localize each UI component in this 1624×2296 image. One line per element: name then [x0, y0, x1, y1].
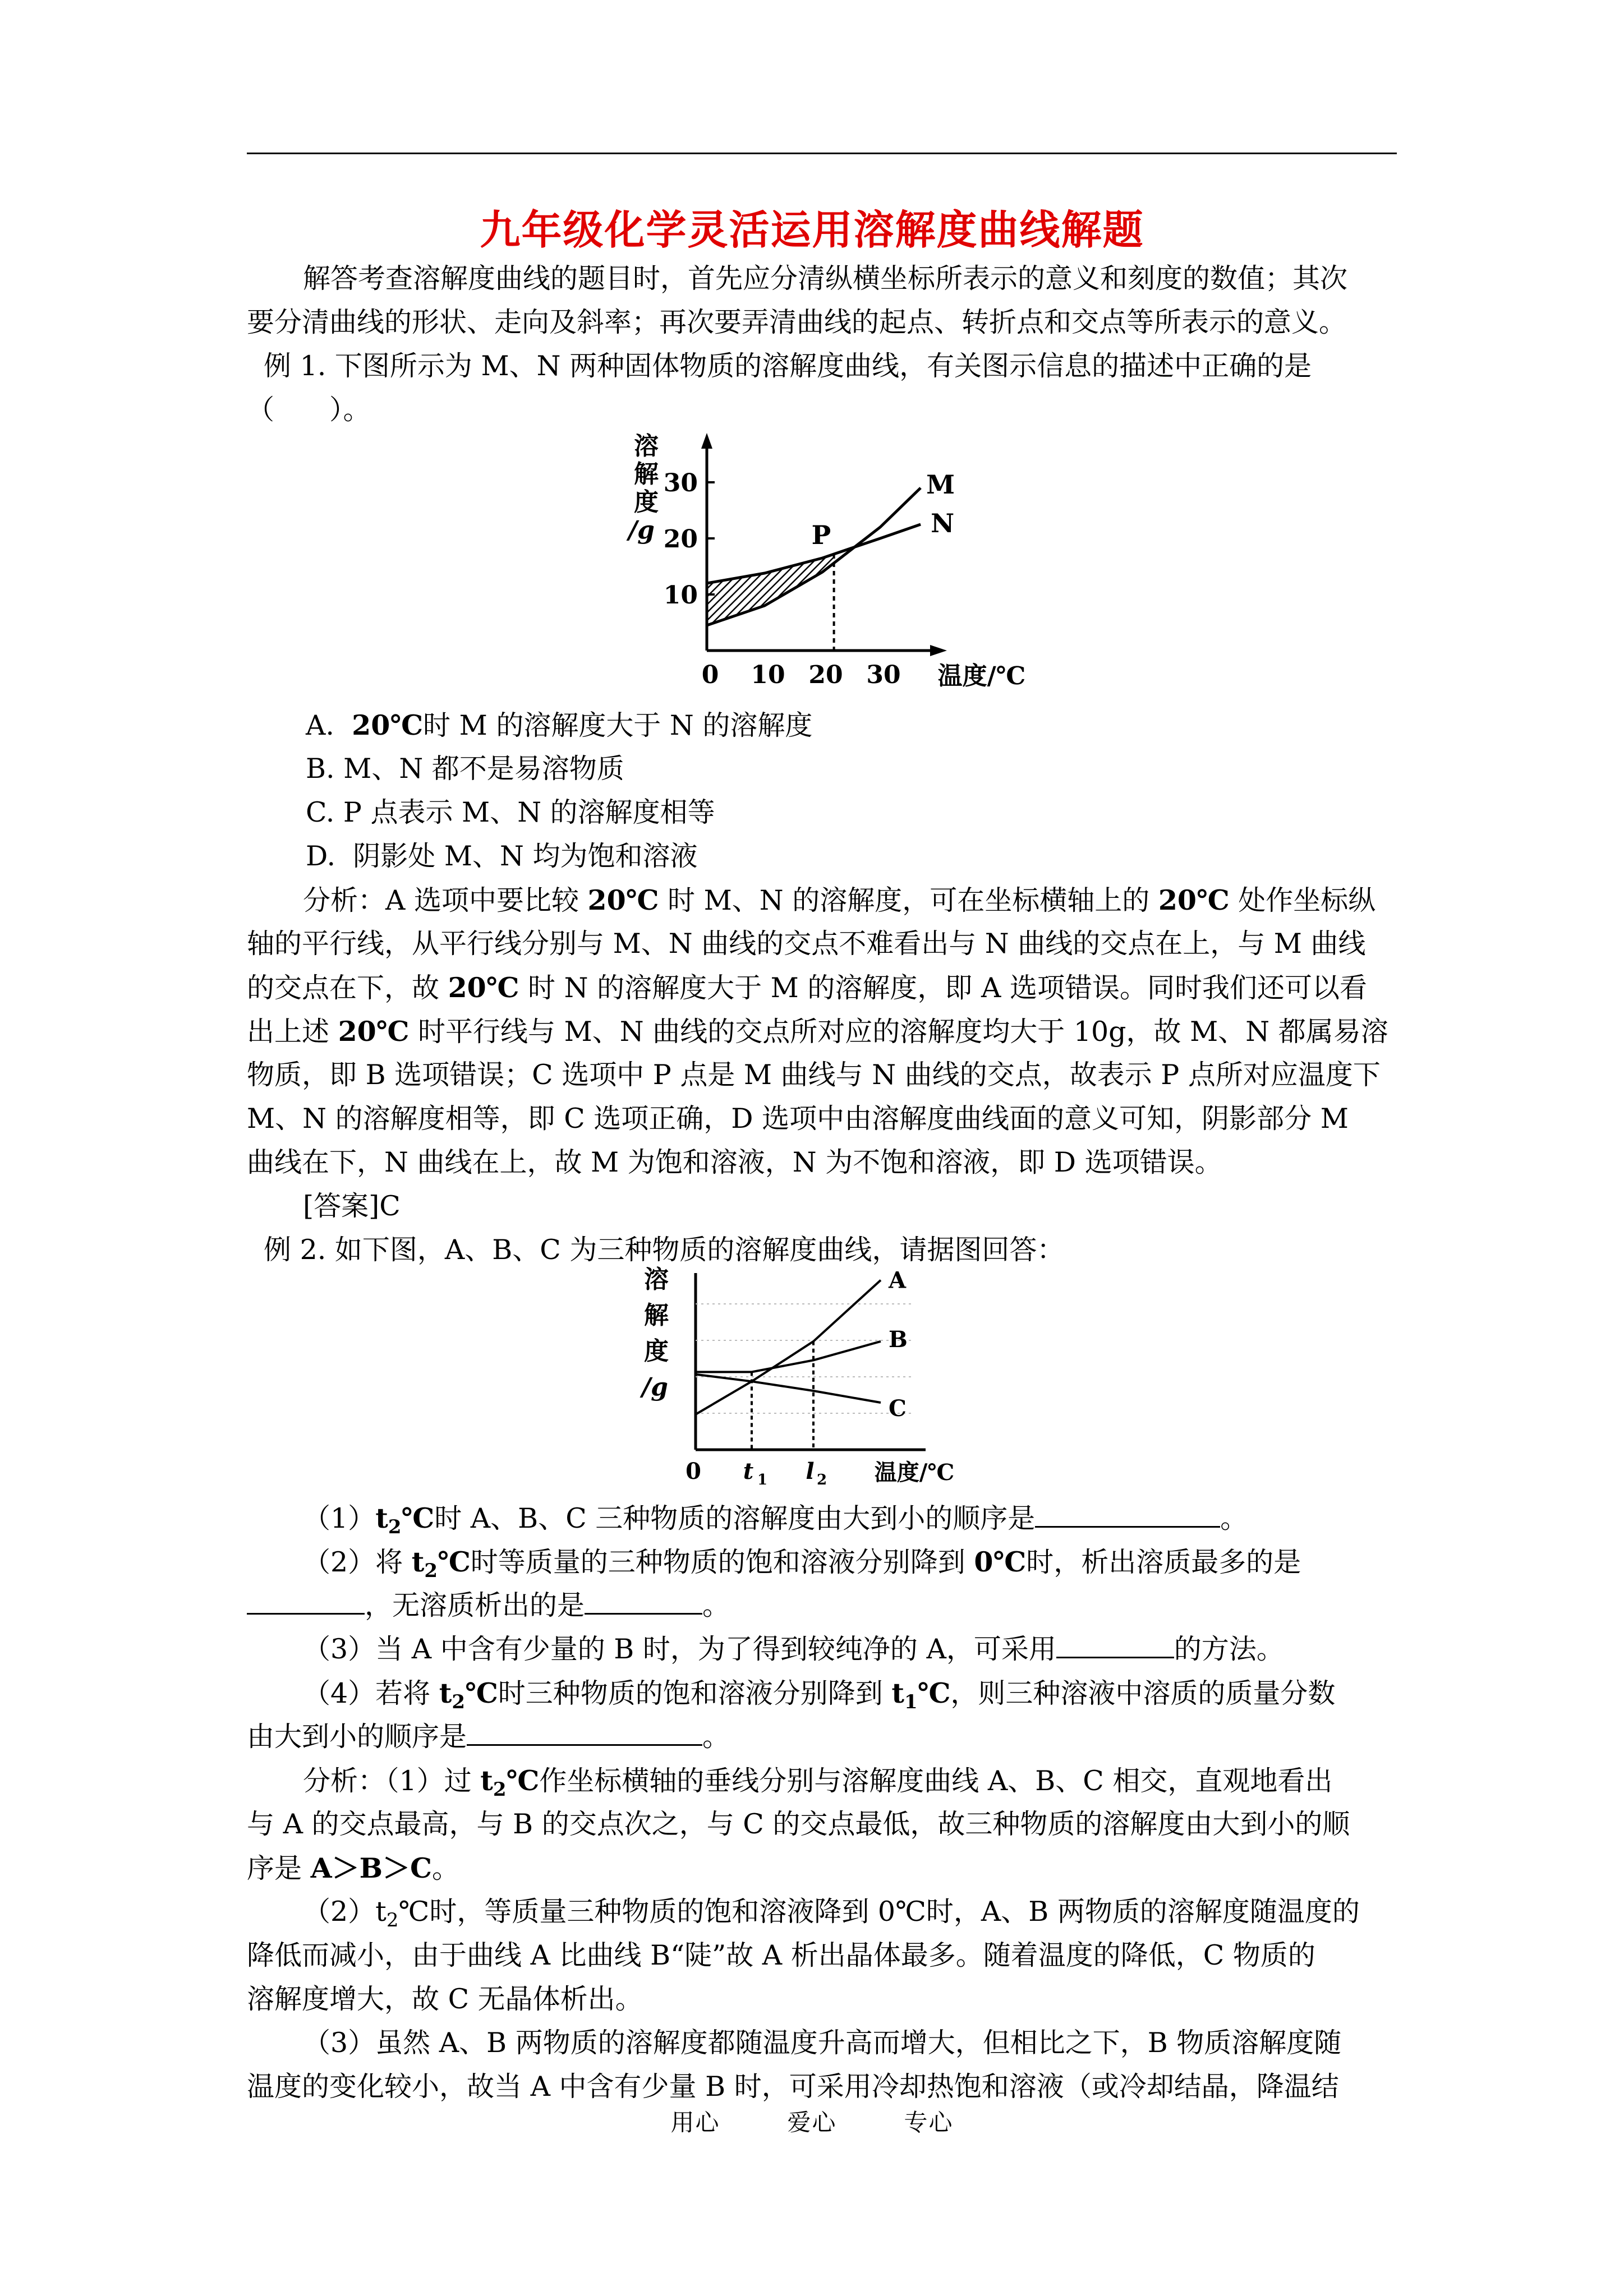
x-tick-sub-t1: 1 [757, 1472, 768, 1486]
y-tick-label: 10 [663, 581, 698, 610]
analysis1-line-1: 分析：A 选项中要比较 20℃ 时 M、N 的溶解度，可在坐标横轴上的 20℃ 处作坐标纵 [303, 884, 1376, 916]
x-tick-label: 30 [866, 661, 901, 689]
x-tick-label-t1: t [743, 1458, 754, 1484]
question-2-line-2: ，无溶质析出的是 。 [247, 1584, 1397, 1628]
x-axis-label: 温度/℃ [937, 662, 1026, 690]
analysis1-line-7: 曲线在下，N 曲线在上，故 M 为饱和溶液，N 为不饱和溶液，即 D 选项错误。 [247, 1146, 1222, 1178]
header-rule [247, 153, 1397, 154]
ex1-plot [664, 433, 1026, 690]
footer-word-2: 爱心 [787, 2109, 837, 2136]
shaded-region [707, 554, 834, 625]
analysis2-1-line-2: 与 A 的交点最高，与 B 的交点次之，与 C 的交点最低，故三种物质的溶解度由大到小的顺 [247, 1808, 1350, 1840]
analysis1-line-5: 物质，即 B 选项错误；C 选项中 P 点是 M 曲线与 N 曲线的交点，故表示 P 点所对应温度下 [247, 1059, 1381, 1091]
intro-line-2: 要分清曲线的形状、走向及斜率；再次要弄清曲线的起点、转折点和交点等所表示的意义。 [247, 306, 1347, 338]
ex2-ylabel-2: 解 [644, 1301, 669, 1330]
ex1-ylabel-1: 溶 [634, 432, 659, 460]
option-d: D. 阴影处 M、N 均为饱和溶液 [306, 840, 698, 872]
x-tick-label: 10 [751, 661, 785, 689]
series-label-C: C [889, 1395, 907, 1422]
ex1-ylabel-3: 度 [634, 488, 659, 517]
option-a: A. 20℃时 M 的溶解度大于 N 的溶解度 [306, 709, 813, 741]
x-origin-label: 0 [686, 1458, 701, 1484]
answer-blank-1[interactable] [1035, 1501, 1220, 1528]
example1-stem-2: （ ）。 [247, 394, 371, 426]
analysis2-1-line-1: 分析：（1）过 $t_2℃$作坐标横轴的垂线分别与溶解度曲线 A、B、C 相交，直观地看出 [303, 1764, 1333, 1801]
y-axis-arrow [701, 433, 712, 449]
page-title: 九年级化学灵活运用溶解度曲线解题 [480, 206, 1144, 253]
option-c: C. P 点表示 M、N 的溶解度相等 [306, 796, 715, 828]
x-axis-arrow [930, 645, 947, 656]
y-tick-label: 20 [663, 525, 698, 554]
analysis2-2-line-2: 降低而减小，由于曲线 A 比曲线 B“陡”故 A 析出晶体最多。随着温度的降低，C 物质的 [247, 1939, 1315, 1971]
question-4-line-1: （4）若将 $t_2℃$时三种物质的饱和溶液分别降到 $t_1℃$，则三种溶液中溶质的质量分数 [303, 1677, 1336, 1713]
analysis2-1-line-3: 序是 A＞B＞C。 [247, 1852, 460, 1884]
page-footer [0, 2104, 1624, 2138]
answer-blank-2[interactable] [247, 1588, 365, 1615]
answer-blank-4[interactable] [1056, 1632, 1174, 1658]
analysis2-3-line-2: 温度的变化较小，故当 A 中含有少量 B 时，可采用冷却热饱和溶液（或冷却结晶，降温结 [247, 2071, 1339, 2103]
series-label-M: M [926, 469, 955, 500]
ex1-ylabel-2: 解 [634, 460, 659, 488]
series-label-A: A [889, 1267, 907, 1294]
example2-stem: 例 2. 如下图，A、B、C 为三种物质的溶解度曲线，请据图回答： [264, 1234, 1065, 1266]
question-4-line-2: 由大到小的顺序是 。 [247, 1721, 730, 1753]
series-label-B: B [889, 1326, 908, 1353]
example2-chart [634, 1262, 970, 1486]
example1-chart [623, 426, 1027, 695]
x-axis-label: 温度/℃ [874, 1459, 955, 1486]
question-3: （3）当 A 中含有少量的 B 时，为了得到较纯净的 A，可采用 的方法。 [303, 1633, 1284, 1665]
answer-blank-3[interactable] [585, 1588, 702, 1615]
x-tick-sub-t2: 2 [817, 1472, 827, 1486]
ex2-plot [686, 1267, 954, 1486]
analysis1-line-3: 的交点在下，故 20℃ 时 N 的溶解度大于 M 的溶解度，即 A 选项错误。同时我们还可以看 [247, 971, 1367, 1004]
series-label-N: N [931, 508, 955, 538]
answer1: [答案]C [303, 1190, 401, 1222]
analysis1-line-4: 出上述 20℃ 时平行线与 M、N 曲线的交点所对应的溶解度均大于 10g，故 M、N 都属易溶 [247, 1015, 1388, 1048]
ex2-ylabel-1: 溶 [644, 1265, 669, 1294]
analysis2-3-line-1: （3）虽然 A、B 两物质的溶解度都随温度升高而增大，但相比之下，B 物质溶解度随 [303, 2027, 1342, 2059]
answer-blank-5[interactable] [467, 1719, 702, 1746]
x-tick-label: 20 [808, 661, 843, 689]
point-p-label: P [811, 520, 831, 550]
ex2-ylabel-3: 度 [644, 1337, 669, 1366]
intro-line-1: 解答考查溶解度曲线的题目时，首先应分清纵横坐标所表示的意义和刻度的数值；其次 [303, 262, 1348, 294]
series-line-A [696, 1280, 881, 1414]
analysis1-line-2: 轴的平行线，从平行线分别与 M、N 曲线的交点不难看出与 N 曲线的交点在上，与 M 曲线 [247, 928, 1366, 960]
analysis2-2-line-1: $(2)t_2℃$时，等质量三种物质的饱和溶液降到 0℃时，A、B 两物质的溶解度随温度的 [303, 1896, 1360, 1931]
x-tick-label: 0 [701, 661, 719, 689]
analysis2-2-line-3: 溶解度增大，故 C 无晶体析出。 [247, 1983, 643, 2015]
ex1-ylabel-4: /g [628, 516, 655, 545]
footer-word-1: 用心 [670, 2109, 720, 2136]
x-tick-label-t2: l [806, 1458, 815, 1484]
question-1: $(1)t_2℃$时 A、B、C 三种物质的溶解度由大到小的顺序是 。 [303, 1502, 1248, 1538]
ex2-ylabel-4: /g [642, 1373, 668, 1401]
analysis1-line-6: M、N 的溶解度相等，即 C 选项正确，D 选项中由溶解度曲线面的意义可知，阴影部分 M [247, 1103, 1349, 1135]
question-2-line-1: （2）将 $t_2℃$时等质量的三种物质的饱和溶液分别降到 0℃时，析出溶质最多的是 [303, 1546, 1301, 1582]
footer-word-3: 专心 [904, 2109, 954, 2136]
example1-stem-1: 例 1. 下图所示为 M、N 两种固体物质的溶解度曲线，有关图示信息的描述中正确的是 [264, 350, 1312, 382]
y-tick-label: 30 [663, 469, 698, 497]
option-b: B. M、N 都不是易溶物质 [306, 753, 624, 785]
